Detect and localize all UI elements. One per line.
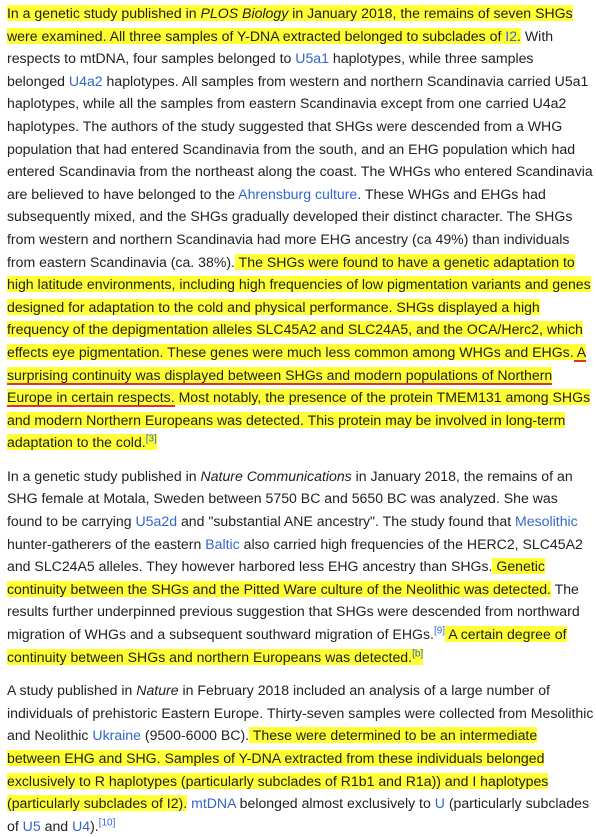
link-u5a2d[interactable]: U5a2d bbox=[135, 513, 178, 530]
link-u[interactable]: U bbox=[434, 795, 445, 812]
link-ukraine[interactable]: Ukraine bbox=[92, 727, 141, 744]
reference-3[interactable]: [3] bbox=[145, 433, 157, 445]
highlight bbox=[7, 5, 573, 44]
text: A certain degree of continuity between SHGs and northern Europeans was detected. bbox=[7, 626, 567, 665]
text: (particularly subclades of bbox=[7, 795, 590, 834]
text: With respects to mtDNA, four samples belonged to bbox=[7, 27, 554, 67]
journal-name: PLOS Biology bbox=[200, 5, 289, 21]
paragraph-plos-biology bbox=[7, 2, 594, 454]
link-u4a2[interactable]: U4a2 bbox=[68, 72, 103, 89]
paragraph-nature bbox=[7, 679, 594, 837]
text: hunter-gatherers of the eastern bbox=[7, 535, 206, 552]
journal-name: Nature bbox=[136, 682, 179, 699]
text: haplotypes, while three samples belonged bbox=[7, 50, 534, 89]
highlight: The SHGs were found to have a genetic adaptation to high latitude environments, including high frequencies of low pigmentation variants and genes designed for adaptation to the cold and physical performance. SHGs displayed a high frequency of the depigmentation alleles SLC45A2 and SLC24A5, and the OCA/Herc2, which effects eye pigmentation. These genes were much less common among WHGs and EHGs. bbox=[7, 253, 591, 360]
link-i2[interactable]: I2 bbox=[505, 27, 518, 44]
journal-name: Nature Communications bbox=[200, 467, 352, 484]
text: Most notably, the presence of the protein TMEM131 among SHGs and modern Northern Europeans was detected. This protein may be involved in long-term adaptation to the cold. bbox=[7, 389, 591, 451]
highlight: These were determined to be an intermediate between EHG and SHG. Samples of Y-DNA extracted from these individuals belonged exclusively to R haplotypes (particularly subclades of R1b1 and R1a)) and I haplotypes (particularly subclades of I2). bbox=[7, 727, 549, 812]
link-u5a1[interactable]: U5a1 bbox=[295, 50, 329, 67]
text: also carried high frequencies of the HERC2, SLC45A2 and SLC24A5 alleles. They however harbored less EHG ancestry than SHGs. bbox=[7, 535, 583, 575]
highlight-underlined: A surprising continuity was displayed between SHGs and modern populations of Northern Europe in certain respects. bbox=[7, 343, 587, 406]
text: haplotypes. All samples from western and northern Scandinavia carried U5a1 haplotypes, while all the samples from eastern Scandinavia except from one carried U4a2 haplotypes. The authors of the study suggested that SHGs were descended from a WHG population that had entered Scandinavia from the south, and an EHG population which had entered Scandinavia from the northeast along the coast. The WHGs who entered Scandinavia are believed to have belonged to the bbox=[7, 72, 593, 202]
text: In a genetic study published in bbox=[7, 467, 201, 484]
link-mesolithic[interactable]: Mesolithic bbox=[515, 513, 578, 530]
text: The results further underpinned previous suggestion that SHGs were descended from northward migration of WHGs and a subsequent southward migration of EHGs. bbox=[7, 580, 580, 643]
text: and bbox=[40, 817, 73, 834]
text: in January 2018, the remains of seven SHGs were examined. All three samples of Y-DNA extracted belonged to subclades of bbox=[7, 5, 573, 44]
text: (9500-6000 BC). bbox=[140, 727, 250, 744]
text: in February 2018 included an analysis of a large number of individuals of prehistoric Eastern Europe. Thirty-seven samples were collected from Mesolithic and Neolithic bbox=[7, 682, 594, 744]
text: ). bbox=[90, 817, 99, 834]
link-mtdna[interactable]: mtDNA bbox=[191, 795, 236, 812]
paragraph-nature-communications bbox=[7, 465, 594, 668]
text: in January 2018, the remains of an SHG female at Motala, Sweden between 5750 BC and 5650 BC was analyzed. She was found to be carrying bbox=[7, 467, 573, 530]
text: and "substantial ANE ancestry". The study found that bbox=[177, 513, 516, 530]
text: In a genetic study published in bbox=[7, 5, 201, 21]
highlight: Genetic continuity between the SHGs and the Pitted Ware culture of the Neolithic was detected. bbox=[7, 558, 551, 597]
reference-9[interactable]: [9] bbox=[433, 625, 446, 637]
text: A study published in bbox=[7, 682, 137, 699]
link-u4[interactable]: U4 bbox=[72, 817, 91, 834]
note-b[interactable]: [b] bbox=[412, 647, 424, 659]
text: . These WHGs and EHGs had subsequently mixed, and the SHGs gradually developed their distinct character. The SHGs from western and northern Scandinavia had more EHG ancestry (ca 49%) than individuals from eastern Scandinavia (ca. 38%). bbox=[7, 185, 573, 270]
link-u5[interactable]: U5 bbox=[22, 817, 41, 834]
reference-10[interactable]: [10] bbox=[98, 817, 116, 829]
text: belonged almost exclusively to bbox=[235, 795, 435, 812]
link-ahrensburg-culture[interactable]: Ahrensburg culture bbox=[238, 185, 358, 202]
link-baltic[interactable]: Baltic bbox=[205, 535, 240, 552]
text: . bbox=[517, 27, 521, 44]
